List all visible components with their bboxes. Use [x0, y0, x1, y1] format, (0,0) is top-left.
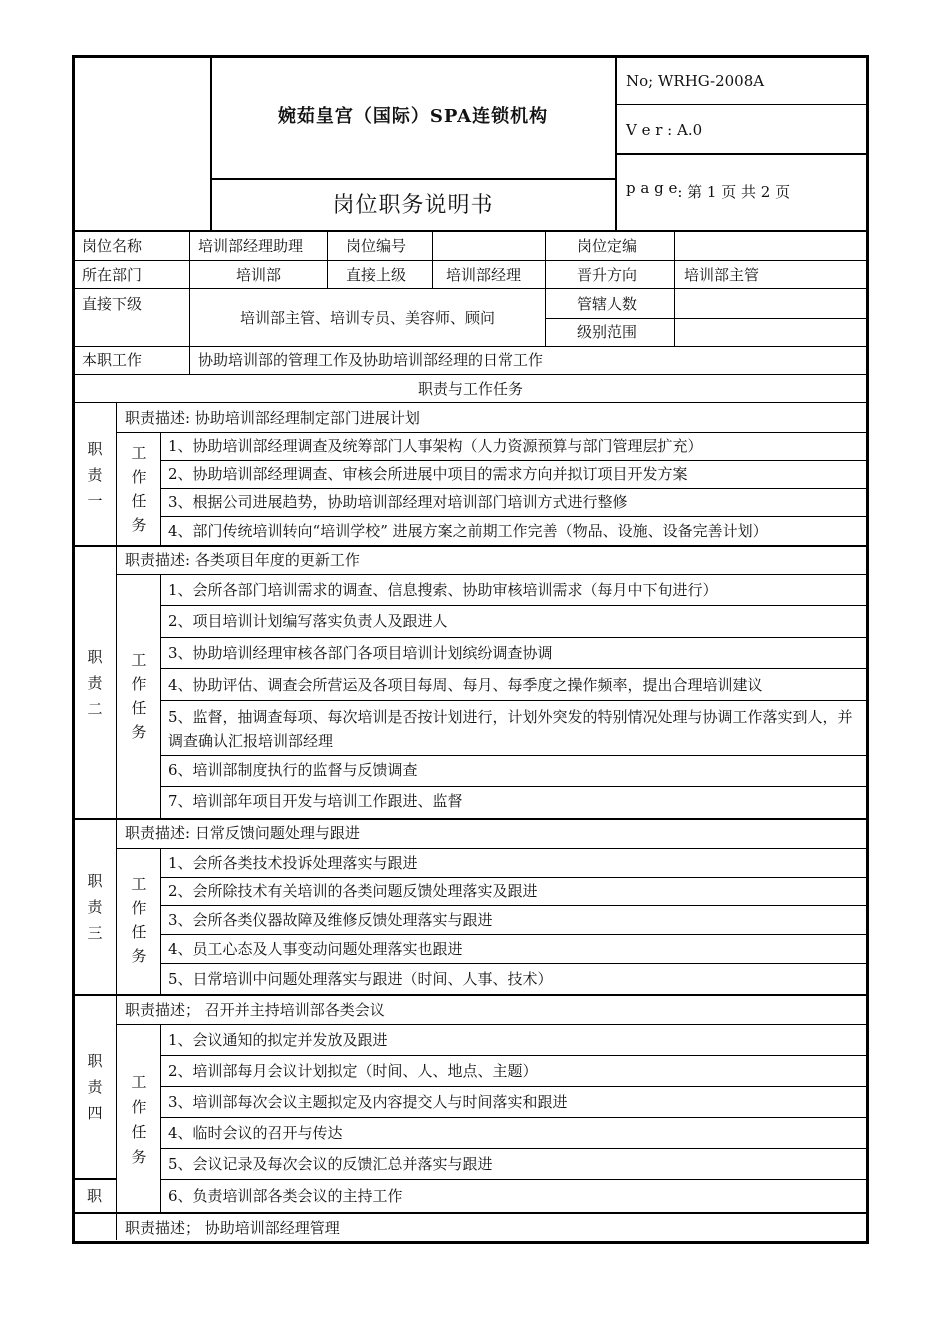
duty1-task-label: 工作任务	[131, 444, 147, 534]
duty3-task-4: 4、员工心态及人事变动问题处理落实也跟进	[168, 940, 463, 958]
duty3-task-2: 2、会所除技术有关培训的各类问题反馈处理落实及跟进	[168, 882, 538, 900]
duty2-desc: 职责描述: 各类项目年度的更新工作	[125, 551, 360, 569]
duty4-row-line-5	[161, 1179, 868, 1180]
position-code-label: 岗位编号	[346, 237, 407, 255]
duty1-task-4: 4、部门传统培训转向“培训学校” 进展方案之前期工作完善（物品、设施、设备完善计划）	[168, 522, 768, 540]
duty4-label: 职责四	[87, 1052, 103, 1122]
header-meta-divider-2	[616, 153, 867, 155]
duty2-row-line-1	[161, 605, 868, 606]
duty4-task-3: 3、培训部每次会议主题拟定及内容提交人与时间落实和跟进	[168, 1093, 568, 1111]
section-title: 职责与工作任务	[417, 380, 523, 398]
info-top-line	[73, 230, 868, 232]
section-title-bottom-line	[73, 402, 868, 403]
duty4-task-col-line	[160, 1024, 161, 1212]
duty1-task-3: 3、根据公司进展趋势，协助培训部经理对培训部门培训方式进行整修	[168, 493, 628, 511]
duty3-task-5: 5、日常培训中问题处理落实与跟进（时间、人事、技术）	[168, 970, 553, 988]
duty4-row-line-3	[161, 1117, 868, 1118]
duty1-bottom-line	[73, 545, 868, 547]
duty2-task-4: 4、协助评估、调查会所营运及各项目每周、每月、每季度之操作频率，提出合理培训建议	[168, 676, 763, 694]
duty4-desc-line	[117, 1024, 868, 1025]
duty1-row-line-3	[161, 516, 868, 517]
duty2-task-5: 5、监督，抽调查每项、每次培训是否按计划进行，计划外突发的特别情况处理与协调工作落实到人，并调查确认汇报培训部经理	[168, 708, 853, 750]
duty2-task-1: 1、会所各部门培训需求的调查、信息搜索、协助审核培训需求（每月中下旬进行）	[168, 581, 718, 599]
duty2-task-3: 3、协助培训经理审核各部门各项目培训计划缤纷调查协调	[168, 644, 553, 662]
duty5-label-partial: 职	[87, 1187, 103, 1205]
level-range-label: 级别范围	[577, 323, 638, 341]
duty4-task-2: 2、培训部每月会议计划拟定（时间、人、地点、主题）	[168, 1062, 538, 1080]
duty4-row-line-2	[161, 1086, 868, 1087]
duty-label-col-line	[116, 403, 117, 1240]
doc-title: 岗位职务说明书	[332, 193, 494, 218]
dept-value: 培训部	[235, 266, 281, 284]
duty3-bottom-line	[73, 994, 868, 996]
duty3-desc-line	[117, 848, 868, 849]
dept-label: 所在部门	[82, 266, 143, 284]
duty1-task-1: 1、协助培训部经理调查及统筹部门人事架构（人力资源预算与部门管理层扩充）	[168, 437, 703, 455]
duty2-bottom-line	[73, 818, 868, 820]
header-meta-divider-1	[616, 104, 867, 105]
duty2-row-line-6	[161, 786, 868, 787]
subordinate-value: 培训部主管、培训专员、美容师、顾问	[239, 309, 495, 327]
info-col-2	[327, 231, 328, 288]
header-divider-right	[615, 56, 617, 230]
duty1-task-2: 2、协助培训部经理调查、审核会所进展中项目的需求方向并拟订项目开发方案	[168, 465, 688, 483]
duty4-desc: 职责描述； 召开并主持培训部各类会议	[125, 1001, 385, 1019]
duty2-desc-line	[117, 574, 868, 575]
duty2-row-line-5	[161, 755, 868, 756]
info-col-4	[545, 231, 546, 346]
duty3-task-label: 工作任务	[131, 875, 147, 965]
duty2-task-label: 工作任务	[131, 651, 147, 741]
info-col-1	[189, 231, 190, 374]
duty1-desc-line	[117, 432, 868, 433]
superior-label: 直接上级	[346, 266, 407, 284]
duty3-row-line-3	[161, 934, 868, 935]
main-job-value: 协助培训部的管理工作及协助培训部经理的日常工作	[198, 351, 544, 369]
info-col-5	[674, 231, 675, 346]
duty3-desc: 职责描述: 日常反馈问题处理与跟进	[125, 824, 360, 842]
promotion-value: 培训部主管	[684, 266, 760, 284]
duty1-desc: 职责描述: 协助培训部经理制定部门进展计划	[125, 409, 420, 427]
info-row-line-3	[545, 318, 868, 319]
quota-label: 岗位定编	[577, 237, 638, 255]
position-name-label: 岗位名称	[82, 237, 143, 255]
duty1-row-line-1	[161, 460, 868, 461]
info-row-line-5	[73, 374, 868, 375]
position-name-value: 培训部经理助理	[198, 237, 304, 255]
duty3-row-line-4	[161, 963, 868, 964]
page-count: : 第 1 页 共 2 页	[677, 183, 791, 201]
subordinate-label: 直接下级	[82, 295, 143, 313]
duty3-row-line-1	[161, 877, 868, 878]
duty2-task-7: 7、培训部年项目开发与培训工作跟进、监督	[168, 792, 463, 810]
duty2-row-line-2	[161, 637, 868, 638]
duty3-row-line-2	[161, 905, 868, 906]
org-name: 婉茹皇宫（国际）SPA连锁机构	[277, 106, 549, 127]
duty4-row-line-4	[161, 1148, 868, 1149]
doc-version: V e r : A.0	[626, 121, 703, 139]
doc-number: No; WRHG-2008A	[626, 72, 765, 90]
duty3-task-col-line	[160, 848, 161, 994]
duty4-row-line-1	[161, 1055, 868, 1056]
duty2-row-line-3	[161, 668, 868, 669]
page-label: p a g e	[626, 179, 678, 197]
duty4-bottom-line	[73, 1212, 868, 1214]
duty2-task-6: 6、培训部制度执行的监督与反馈调查	[168, 761, 418, 779]
info-row-line-4	[73, 346, 868, 347]
duty3-label: 职责三	[87, 872, 103, 942]
info-col-3	[432, 231, 433, 288]
duty4-task-5: 5、会议记录及每次会议的反馈汇总并落实与跟进	[168, 1155, 493, 1173]
header-title-divider	[211, 178, 616, 180]
duty5-desc: 职责描述； 协助培训部经理管理	[125, 1219, 340, 1237]
promotion-label: 晋升方向	[577, 266, 638, 284]
duty3-task-1: 1、会所各类技术投诉处理落实与跟进	[168, 854, 418, 872]
main-job-label: 本职工作	[82, 351, 143, 369]
duty3-task-3: 3、会所各类仪器故障及维修反馈处理落实与跟进	[168, 911, 493, 929]
page-indicator	[626, 179, 791, 201]
duty4-task-label: 工作任务	[131, 1073, 147, 1166]
duty2-row-line-4	[161, 700, 868, 701]
duty1-label: 职责一	[87, 440, 103, 510]
duty1-row-line-2	[161, 488, 868, 489]
superior-value: 培训部经理	[446, 266, 522, 284]
duty4-task-6: 6、负责培训部各类会议的主持工作	[168, 1187, 403, 1205]
duty2-task-col-line	[160, 574, 161, 818]
info-row-line-1	[73, 260, 868, 261]
duty4-task-1: 1、会议通知的拟定并发放及跟进	[168, 1031, 388, 1049]
duty4-label-bottom-line	[73, 1178, 117, 1180]
managed-count-label: 管辖人数	[577, 295, 638, 313]
info-row-line-2	[73, 288, 868, 289]
duty4-task-4: 4、临时会议的召开与传达	[168, 1124, 343, 1142]
duty2-task-2: 2、项目培训计划编写落实负责人及跟进人	[168, 612, 448, 630]
duty2-label: 职责二	[87, 648, 103, 718]
